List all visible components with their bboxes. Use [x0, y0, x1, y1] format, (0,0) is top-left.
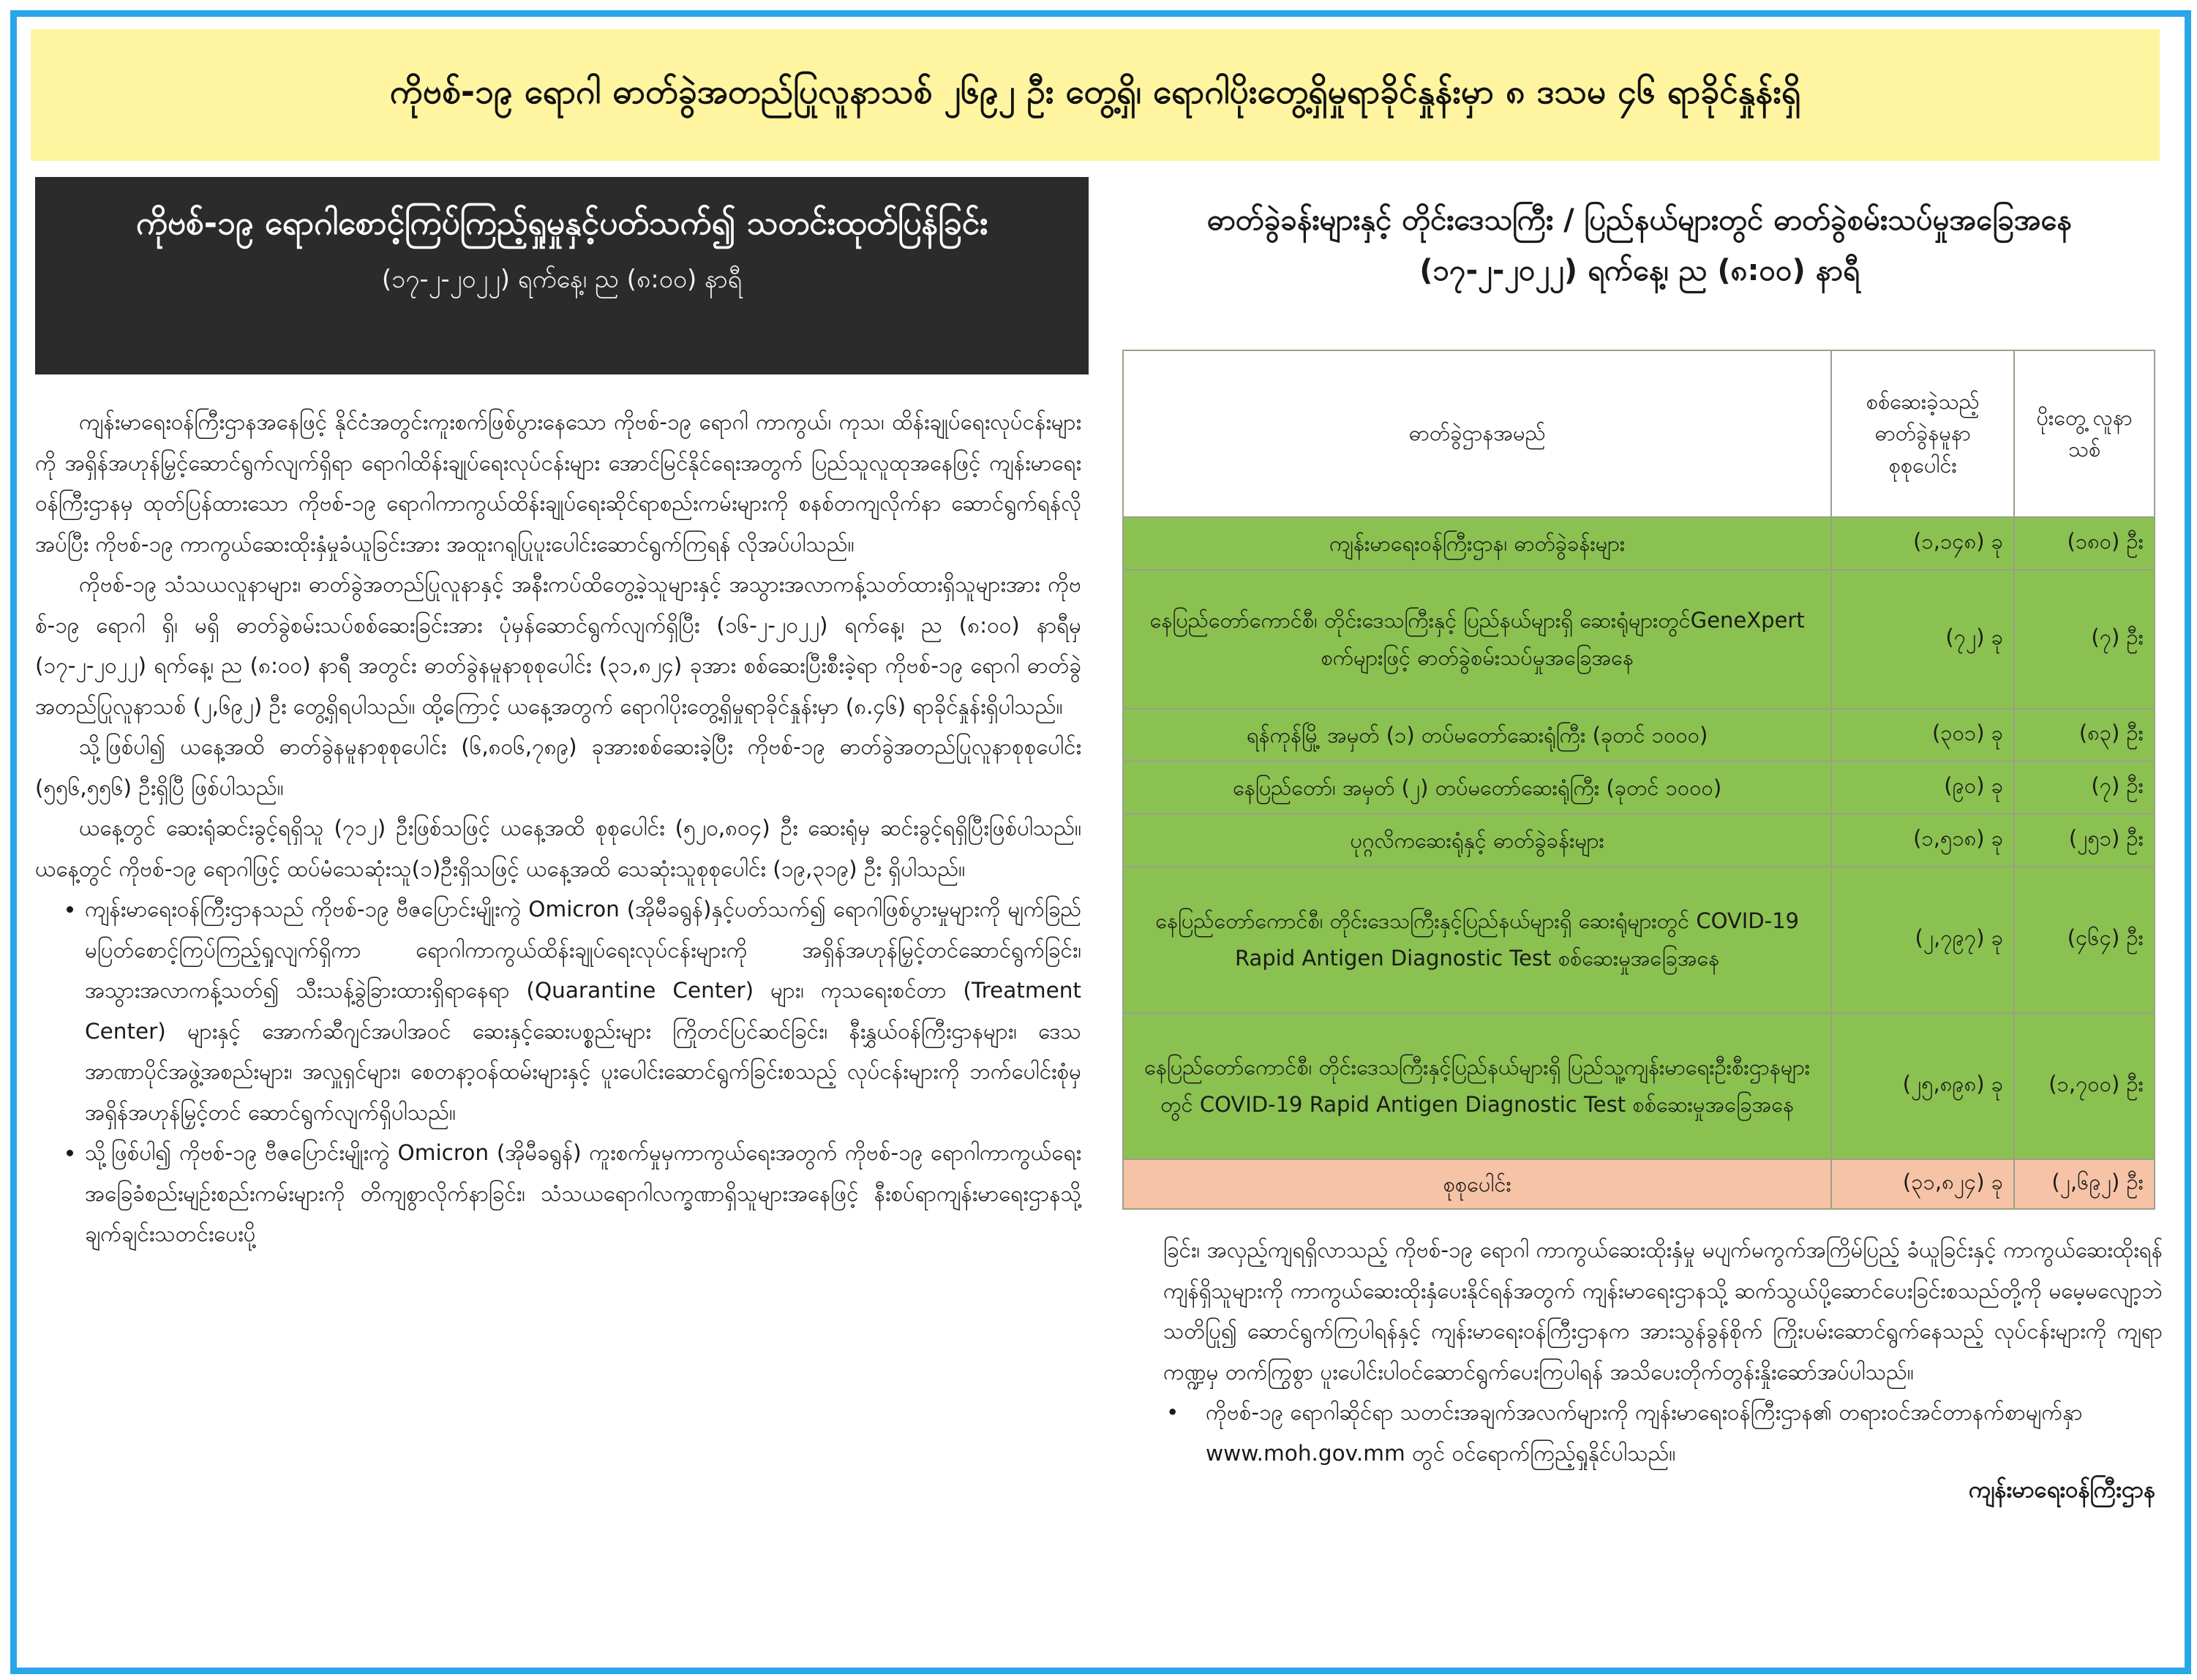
lab-status-title: ဓာတ်ခွဲခန်းများနှင့် တိုင်းဒေသကြီး / ပြည်နယ်များတွင် ဓာတ်ခွဲစမ်းသပ်မှုအခြေအနေ — [1206, 203, 2073, 237]
table-row — [1123, 867, 2155, 1013]
table-total-row — [1123, 1159, 2155, 1209]
header-positive: ပိုးတွေ့ လူနာသစ် — [2014, 350, 2155, 517]
positive-cell: (၁၈၀) ဦး — [2014, 517, 2155, 570]
bullet-item: • ကျန်းမာရေးဝန်ကြီးဌာနသည် ကိုဗစ်-၁၉ ဗီဇပြောင်းမျိုးကွဲ Omicron (အိုမီခရွန်)နှင့်ပတ်သက်၍ ရောဂါဖြစ်ပွားမှုများကို မျက်ခြည်မပြတ်စောင့်ကြပ်ကြည့်ရှုလျက်ရှိကာ ရောဂါကာကွယ်ထိန်းချုပ်ရေးလုပ်ငန်းများကို အရှိန်အဟုန်မြှင့်တင်ဆောင်ရွက်ခြင်း၊ အသွားအလာကန့်သတ်၍ သီးသန့်ခွဲခြားထားရှိရာနေရာ (Quarantine Center) များ၊ ကုသရေးစင်တာ (Treatment Center) များနှင့် အောက်ဆီဂျင်အပါအဝင် ဆေးနှင့်ဆေးပစ္စည်းများ ကြိုတင်ပြင်ဆင်ခြင်း၊ နီးနွှယ်ဝန်ကြီးဌာနများ၊ ဒေသအာဏာပိုင်အဖွဲ့အစည်းများ၊ အလှူရှင်များ၊ စေတနာ့ဝန်ထမ်းများနှင့် ပူးပေါင်းဆောင်ရွက်ခြင်းစသည့် လုပ်ငန်းများကို ဘက်ပေါင်းစုံမှ အရှိန်အဟုန်မြှင့်တင် ဆောင်ရွက်လျက်ရှိပါသည်။ — [85, 889, 1081, 1133]
headline: ကိုဗစ်-၁၉ ရောဂါ ဓာတ်ခွဲအတည်ပြုလူနာသစ် ၂၆၉၂ ဦး တွေ့ရှိ၊ ရောဂါပိုးတွေ့ရှိမှုရာခိုင်နှုန်းမှာ ၈ ဒသမ ၄၆ ရာခိုင်နှုန်းရှိ — [31, 29, 2160, 161]
samples-cell: (၃၀၁) ခု — [1831, 709, 2014, 761]
table-row — [1123, 814, 2155, 867]
lab-name-cell: ကျန်းမာရေးဝန်ကြီးဌာန၊ ဓာတ်ခွဲခန်းများ — [1123, 517, 1831, 570]
positive-cell: (၈၃) ဦး — [2014, 709, 2155, 761]
body-paragraph: ခြင်း၊ အလှည့်ကျရရှိလာသည့် ကိုဗစ်-၁၉ ရောဂါ ကာကွယ်ဆေးထိုးနှံမှု မပျက်မကွက်အကြိမ်ပြည့် ခံယူခြင်းနှင့် ကာကွယ်ဆေးထိုးရန်ကျန်ရှိသူများကို ကာကွယ်ဆေးထိုးနှံပေးနိုင်ရန်အတွက် ကျန်းမာရေးဌာနသို့ ဆက်သွယ်ပို့ဆောင်ပေးခြင်းစသည်တို့ကို မမေ့မလျော့ဘဲသတိပြု၍ ဆောင်ရွက်ကြပါရန်နှင့် ကျန်းမာရေးဝန်ကြီးဌာနက အားသွန်ခွန်စိုက် ကြိုးပမ်းဆောင်ရွက်နေသည့် လုပ်ငန်းများကို ကျရာကဏ္ဍမှ တက်ကြွစွာ ပူးပေါင်းပါဝင်ဆောင်ရွက်ပေးကြပါရန် အသိပေးတိုက်တွန်းနှိုးဆော်အပ်ပါသည်။ — [1163, 1238, 2163, 1385]
press-release-body — [35, 402, 1089, 1255]
right-body — [1163, 1230, 2163, 1509]
samples-cell: (၂,၇၉၇) ခု — [1831, 867, 2014, 1013]
bullet-item: • သို့ဖြစ်ပါ၍ ကိုဗစ်-၁၉ ဗီဇပြောင်းမျိုးကွဲ Omicron (အိုမီခရွန်) ကူးစက်မှုမှကာကွယ်ရေးအတွက် ကိုဗစ်-၁၉ ရောဂါကာကွယ်ရေး အခြေခံစည်းမျဉ်းစည်းကမ်းများကို တိကျစွာလိုက်နာခြင်း၊ သံသယရောဂါလက္ခဏာရှိသူများအနေဖြင့် နီးစပ်ရာကျန်းမာရေးဌာနသို့ ချက်ချင်းသတင်းပေးပို့ — [85, 1133, 1081, 1255]
samples-cell: (၂၅,၈၉၈) ခု — [1831, 1013, 2014, 1159]
lab-name-cell: နေပြည်တော်ကောင်စီ၊ တိုင်းဒေသကြီးနှင့်ပြည်နယ်များရှိ ဆေးရုံများတွင် COVID-19 Rapid Antigen Diagnostic Test စစ်ဆေးမှုအခြေအနေ — [1123, 867, 1831, 1013]
positive-cell: (၂၅၁) ဦး — [2014, 814, 2155, 867]
body-paragraph: သို့ဖြစ်ပါ၍ ယနေ့အထိ ဓာတ်ခွဲနမူနာစုစုပေါင်း (၆,၈၀၆,၇၈၉) ခုအားစစ်ဆေးခဲ့ပြီး ကိုဗစ်-၁၉ ဓာတ်ခွဲအတည်ပြုလူနာစုစုပေါင်း (၅၅၆,၅၅၆) ဦးရှိပြီ ဖြစ်ပါသည်။ — [35, 734, 1081, 800]
bullet-item — [1163, 1393, 2163, 1474]
total-positive-cell: (၂,၆၉၂) ဦး — [2014, 1159, 2155, 1209]
bullet-list — [1163, 1393, 2163, 1474]
table-row — [1123, 517, 2155, 570]
positive-cell: (၄၆၄) ဦး — [2014, 867, 2155, 1013]
lab-name-cell: ရန်ကုန်မြို့ အမှတ် (၁) တပ်မတော်ဆေးရုံကြီး (ခုတင် ၁၀၀၀) — [1123, 709, 1831, 761]
samples-cell: (၉၀) ခု — [1831, 761, 2014, 814]
samples-cell: (၁,၅၁၈) ခု — [1831, 814, 2014, 867]
bullet-list — [35, 889, 1081, 1255]
lab-status-date: (၁၇-၂-၂၀၂၂) ရက်နေ့၊ ည (၈:၀၀) နာရီ — [1419, 254, 1860, 287]
lab-testing-table — [1122, 350, 2155, 1210]
bullet-icon: • — [1166, 1400, 1179, 1425]
left-column — [35, 177, 1089, 1255]
total-samples-cell: (၃၁,၈၂၄) ခု — [1831, 1159, 2014, 1209]
table-row — [1123, 761, 2155, 814]
bullet-text: ကိုဗစ်-၁၉ ရောဂါဆိုင်ရာ သတင်းအချက်အလက်များကို ကျန်းမာရေးဝန်ကြီးဌာန၏ တရားဝင်အင်တာနက်စာမျက်နှာ www.moh.gov.mm တွင် ဝင်ရောက်ကြည့်ရှုနိုင်ပါသည်။ — [1206, 1400, 2083, 1466]
table-row — [1123, 709, 2155, 761]
body-paragraph: ကိုဗစ်-၁၉ သံသယလူနာများ၊ ဓာတ်ခွဲအတည်ပြုလူနာနှင့် အနီးကပ်ထိတွေ့ခဲ့သူများနှင့် အသွားအလာကန့်သတ်ထားရှိသူများအား ကိုဗစ်-၁၉ ရောဂါ ရှိ၊ မရှိ ဓာတ်ခွဲစမ်းသပ်စစ်ဆေးခြင်းအား ပုံမှန်ဆောင်ရွက်လျက်ရှိပြီး (၁၆-၂-၂၀၂၂) ရက်နေ့၊ ည (၈:၀၀) နာရီမှ (၁၇-၂-၂၀၂၂) ရက်နေ့၊ ည (၈:၀၀) နာရီ အတွင်း ဓာတ်ခွဲနမူနာစုစုပေါင်း (၃၁,၈၂၄) ခုအား စစ်ဆေးပြီးစီးခဲ့ရာ ကိုဗစ်-၁၉ ရောဂါ ဓာတ်ခွဲအတည်ပြုလူနာသစ် (၂,၆၉၂) ဦး တွေ့ရှိရပါသည်။ ထို့ကြောင့် ယနေ့အတွက် ရောဂါပိုးတွေ့ရှိမှုရာခိုင်နှုန်းမှာ (၈.၄၆) ရာခိုင်နှုန်းရှိပါသည်။ — [35, 572, 1081, 719]
press-release-date: (၁၇-၂-၂၀၂၂) ရက်နေ့၊ ည (၈:၀၀) နာရီ — [381, 265, 743, 295]
samples-cell: (၁,၁၄၈) ခု — [1831, 517, 2014, 570]
right-column — [1116, 177, 2163, 295]
total-label-cell: စုစုပေါင်း — [1123, 1159, 1831, 1209]
lab-name-cell: ပုဂ္ဂလိကဆေးရုံနှင့် ဓာတ်ခွဲခန်းများ — [1123, 814, 1831, 867]
body-paragraph: ကျန်းမာရေးဝန်ကြီးဌာနအနေဖြင့် နိုင်ငံအတွင်းကူးစက်ဖြစ်ပွားနေသော ကိုဗစ်-၁၉ ရောဂါ ကာကွယ်၊ ကုသ၊ ထိန်းချုပ်ရေးလုပ်ငန်းများကို အရှိန်အဟုန်မြှင့်ဆောင်ရွက်လျက်ရှိရာ ရောဂါထိန်းချုပ်ရေးလုပ်ငန်းများ အောင်မြင်နိုင်ရေးအတွက် ပြည်သူလူထုအနေဖြင့် ကျန်းမာရေးဝန်ကြီးဌာနမှ ထုတ်ပြန်ထားသော ကိုဗစ်-၁၉ ရောဂါကာကွယ်ထိန်းချုပ်ရေးဆိုင်ရာစည်းကမ်းများကို စနစ်တကျလိုက်နာ ဆောင်ရွက်ရန်လိုအပ်ပြီး ကိုဗစ်-၁၉ ကာကွယ်ဆေးထိုးနှံမှုခံယူခြင်းအား အထူးဂရုပြုပူးပေါင်းဆောင်ရွက်ကြရန် လိုအပ်ပါသည်။ — [35, 410, 1081, 557]
press-release-title: ကိုဗစ်-၁၉ ရောဂါစောင့်ကြပ်ကြည့်ရှုမှုနှင့်ပတ်သက်၍ သတင်းထုတ်ပြန်ခြင်း — [135, 205, 988, 242]
header-samples: စစ်ဆေးခဲ့သည့် ဓာတ်ခွဲနမူနာ စုစုပေါင်း — [1831, 350, 2014, 517]
positive-cell: (၁,၇၀၀) ဦး — [2014, 1013, 2155, 1159]
table-row — [1123, 1013, 2155, 1159]
body-paragraph: ယနေ့တွင် ဆေးရုံဆင်းခွင့်ရရှိသူ (၇၁၂) ဦးဖြစ်သဖြင့် ယနေ့အထိ စုစုပေါင်း (၅၂၀,၈၀၄) ဦး ဆေးရုံမှ ဆင်းခွင့်ရရှိပြီးဖြစ်ပါသည်။ ယနေ့တွင် ကိုဗစ်-၁၉ ရောဂါဖြင့် ထပ်မံသေဆုံးသူ(၁)ဦးရှိသဖြင့် ယနေ့အထိ သေဆုံးသူစုစုပေါင်း (၁၉,၃၁၉) ဦး ရှိပါသည်။ — [35, 815, 1081, 881]
signature: ကျန်းမာရေးဝန်ကြီးဌာန — [1969, 1477, 2155, 1503]
samples-cell: (၇၂) ခု — [1831, 570, 2014, 709]
table-row — [1123, 570, 2155, 709]
lab-name-cell: နေပြည်တော်ကောင်စီ၊ တိုင်းဒေသကြီးနှင့် ပြည်နယ်များရှိ ဆေးရုံများတွင်GeneXpert စက်များဖြင့် ဓာတ်ခွဲစမ်းသပ်မှုအခြေအနေ — [1123, 570, 1831, 709]
lab-name-cell: နေပြည်တော်၊ အမှတ် (၂) တပ်မတော်ဆေးရုံကြီး (ခုတင် ၁၀၀၀) — [1123, 761, 1831, 814]
header-lab-name: ဓာတ်ခွဲဌာနအမည် — [1123, 350, 1831, 517]
positive-cell: (၇) ဦး — [2014, 570, 2155, 709]
positive-cell: (၇) ဦး — [2014, 761, 2155, 814]
lab-name-cell: နေပြည်တော်ကောင်စီ၊ တိုင်းဒေသကြီးနှင့်ပြည်နယ်များရှိ ပြည်သူ့ကျန်းမာရေးဦးစီးဌာနများတွင် COVID-19 Rapid Antigen Diagnostic Test စစ်ဆေးမှုအခြေအနေ — [1123, 1013, 1831, 1159]
table-header-row — [1123, 350, 2155, 517]
press-release-header — [35, 177, 1089, 374]
